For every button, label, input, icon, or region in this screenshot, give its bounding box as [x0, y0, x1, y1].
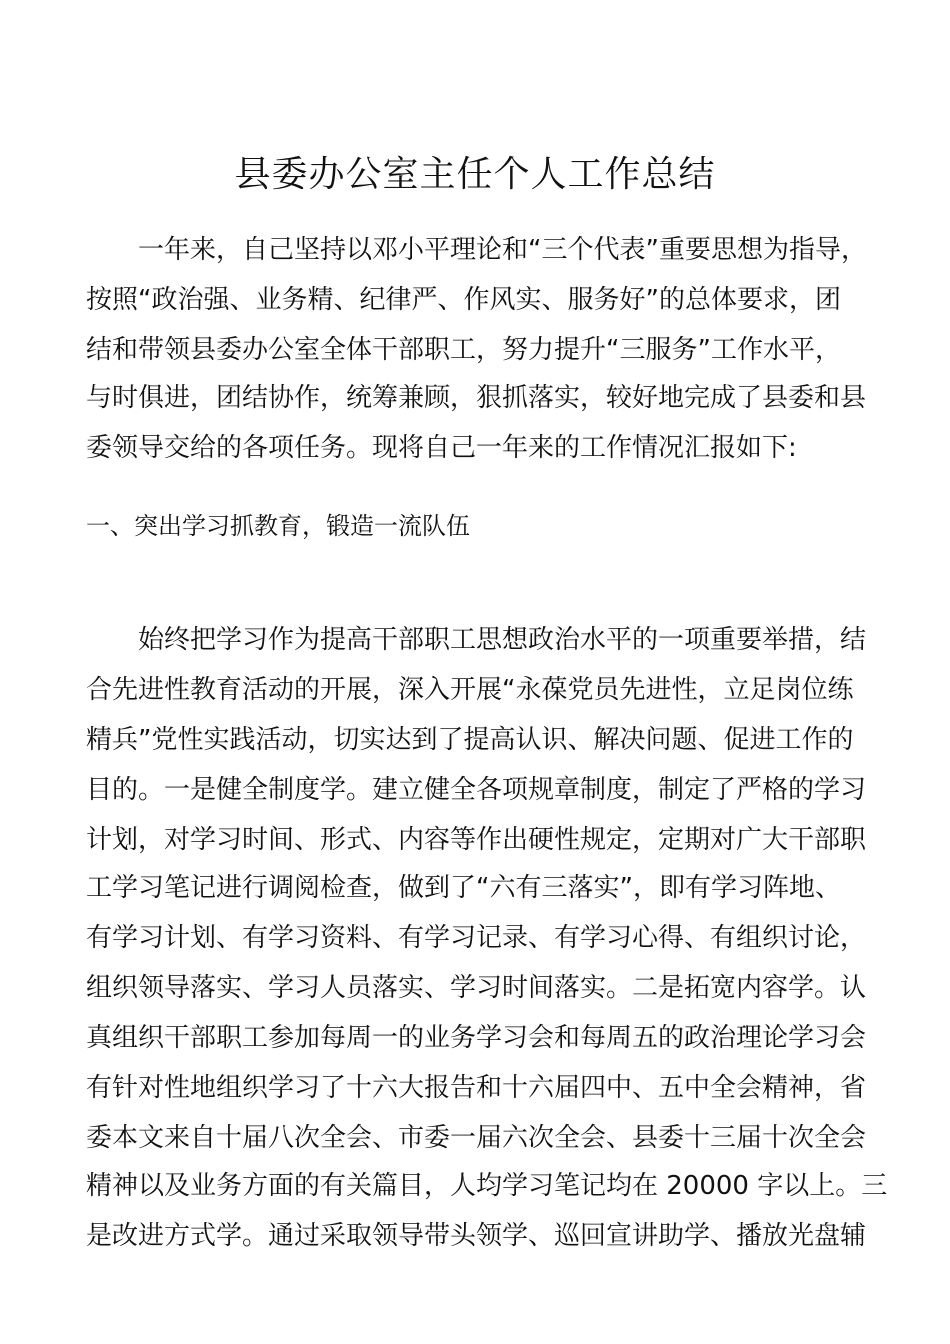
section-1-line-7: 有学习计划、有学习资料、有学习记录、有学习心得、有组织讨论，: [86, 923, 867, 953]
section-1-line-5: 计划，对学习时间、形式、内容等作出硬性规定，定期对广大干部职: [86, 825, 867, 855]
intro-line-1: 一年来，自己坚持以邓小平理论和“三个代表”重要思想为指导，: [138, 235, 867, 265]
section-1-line-12: 精神以及业务方面的有关篇目，人均学习笔记均在 20000 字以上。三: [86, 1171, 888, 1201]
section-1-line-4: 目的。一是健全制度学。建立健全各项规章制度，制定了严格的学习: [86, 775, 867, 805]
intro-line-2: 按照“政治强、业务精、纪律严、作风实、服务好”的总体要求，团: [86, 285, 841, 315]
section-1-line-2: 合先进性教育活动的开展，深入开展“永葆党员先进性，立足岗位练: [86, 675, 854, 705]
intro-line-4: 与时俱进，团结协作，统筹兼顾，狠抓落实，较好地完成了县委和县: [86, 383, 867, 413]
section-1-line-9: 真组织干部职工参加每周一的业务学习会和每周五的政治理论学习会: [86, 1023, 867, 1053]
section-1-line-13: 是改进方式学。通过采取领导带头领学、巡回宣讲助学、播放光盘辅: [86, 1221, 867, 1251]
intro-line-5: 委领导交给的各项任务。现将自己一年来的工作情况汇报如下:: [86, 433, 797, 463]
section-1-line-11: 委本文来自十届八次全会、市委一届六次全会、县委十三届十次全会: [86, 1123, 867, 1153]
section-1-line-3: 精兵”党性实践活动，切实达到了提高认识、解决问题、促进工作的: [86, 725, 854, 755]
section-1-line-10: 有针对性地组织学习了十六大报告和十六届四中、五中全会精神，省: [86, 1073, 867, 1103]
section-1-line-8: 组织领导落实、学习人员落实、学习时间落实。二是拓宽内容学。认: [86, 973, 867, 1003]
document-title: 县委办公室主任个人工作总结: [234, 154, 716, 195]
section-1-line-6: 工学习笔记进行调阅检查，做到了“六有三落实”，即有学习阵地、: [86, 873, 841, 903]
intro-line-3: 结和带领县委办公室全体干部职工，努力提升“三服务”工作水平，: [86, 335, 841, 365]
section-1-line-1: 始终把学习作为提高干部职工思想政治水平的一项重要举措，结: [138, 625, 867, 655]
section-1-heading: 一、突出学习抓教育，锻造一流队伍: [86, 512, 470, 540]
